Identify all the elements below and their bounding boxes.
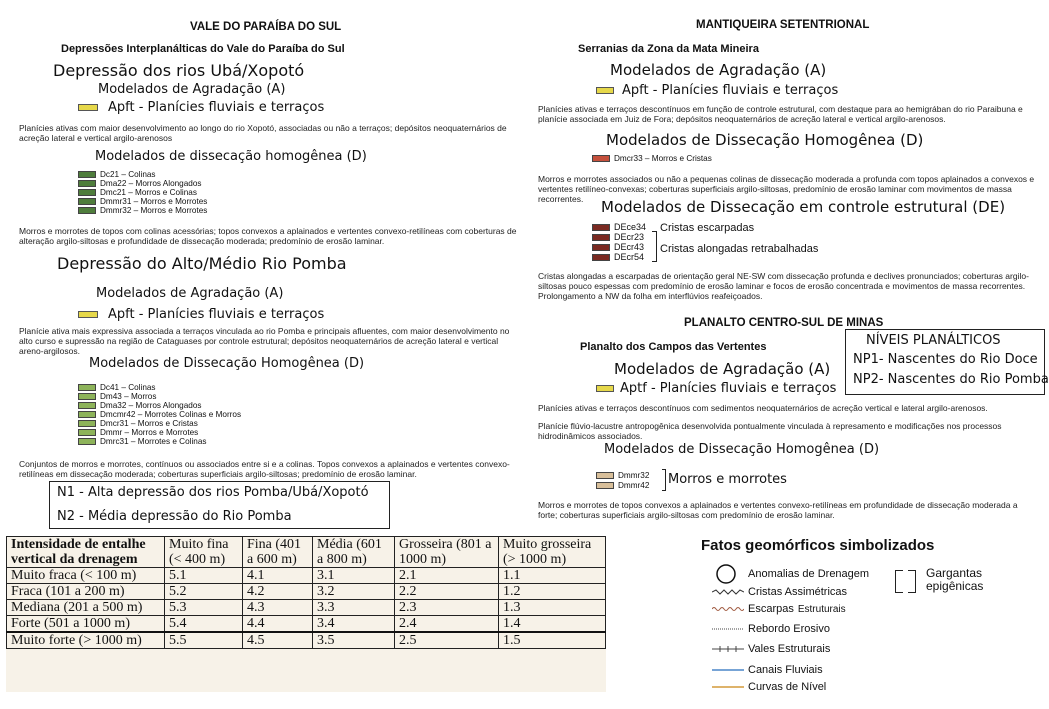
unit1-title: Depressão dos rios Ubá/Xopotó [53,61,305,80]
unit1-legend [78,170,207,215]
symbol-label: Curvas de Nível [748,681,827,693]
table-cell: 2.1 [395,568,499,584]
region-title-planalto: PLANALTO CENTRO-SUL DE MINAS [684,317,884,329]
unit1-apft-row [78,100,324,115]
gargantas-bracket-left [895,570,903,593]
dark-green-swatch [78,180,96,187]
red-swatch [592,155,610,162]
table-row [7,600,606,616]
legend-item: Dc41 – Colinas [100,383,156,392]
legend-item: Dm43 – Morros [100,392,157,401]
right-aptf-label: Aptf - Planícies fluviais e terraços [620,381,837,396]
circle-icon [712,564,740,584]
unit2-dissecacao: Modelados de Dissecação Homogênea (D) [89,356,365,371]
orange-line-icon [712,685,744,689]
table-cell: 5.2 [165,584,243,600]
yellow-swatch [78,311,98,318]
right-aptf-desc2: Planície flúvio-lacustre antropogênica desenvolvida pontualmente vinculada à represamento e modificações nos processos hidrodinâmicos associados. [538,421,1002,441]
table-cell: 2.3 [395,600,499,616]
table-cell: Mediana (201 a 500 m) [7,600,165,616]
right-apft-row [596,83,838,98]
right-aptf-desc1: Planícies ativas e terraços descontínuos com sedimentos neoquaternários de acreção vertical e lateral argilo-arenosos. [538,403,988,413]
gargantas-bracket-right [908,570,916,593]
table-header-row [7,537,606,568]
symbol-escarpas [712,603,846,615]
unit1-agradacao: Modelados de Agradação (A) [98,82,286,97]
table-cell: Fraca (101 a 200 m) [7,584,165,600]
table-cell: 1.4 [499,616,606,633]
dmmr-bracket [662,469,666,491]
legend-item: Dma32 – Morros Alongados [100,401,202,410]
niveis-np2: NP2- Nascentes do Rio Pomba [853,372,1049,387]
legend-item: Dmcr31 – Morros e Cristas [100,419,198,428]
table-header-cell: Fina (401 a 600 m) [243,537,313,568]
right-estrutural: Modelados de Dissecação em controle estrutural (DE) [601,198,1006,216]
morros-morrotes-label: Morros e morrotes [668,472,787,487]
symbol-vales [712,643,830,655]
unit1-desc: Morros e morrotes de topos com colinas acessórias; topos convexos a aplainados e vertentes convexo-retilíneas com coberturas de alteração argilo-siltosas e profundidade de dissecação moderada; predomínio de erosão laminar. [19,226,517,246]
table-cell: 2.4 [395,616,499,633]
unit2-desc: Conjuntos de morros e morrotes, contínuos ou associados entre si e a colinas. Topos convexos a aplainados e vertentes convexo-retilíneas em dissecação moderada; coberturas superficiais argilo-siltosas; predomínio de erosão laminar. [19,459,510,479]
cross-line-icon [712,645,744,653]
table-cell: 4.1 [243,568,313,584]
light-green-swatch [78,438,96,445]
subtitle-campos: Planalto dos Campos das Vertentes [580,341,767,353]
table-cell: Forte (501 a 1000 m) [7,616,165,633]
right-agradacao: Modelados de Agradação (A) [610,61,827,79]
table-header-cell: Intensidade de entalhe vertical da drenagem [7,537,165,568]
niveis-np1: NP1- Nascentes do Rio Doce [853,352,1038,367]
table-cell: 5.3 [165,600,243,616]
table-cell: 1.3 [499,600,606,616]
dark-green-swatch [78,207,96,214]
dark-red-swatch [592,254,610,261]
right-dmcr-row [592,154,712,163]
blue-line-icon [712,668,744,672]
table-cell: 5.5 [165,632,243,649]
niveis-box [845,329,1049,395]
unit1-apft-label: Apft - Planícies fluviais e terraços [108,100,325,115]
right-agradacao2: Modelados de Agradação (A) [614,360,831,378]
level-n2: N2 - Média depressão do Rio Pomba [57,509,292,524]
table-cell: 3.5 [313,632,395,649]
legend-item: Dc21 – Colinas [100,170,156,179]
right-final-desc: Morros e morrotes de topos convexos a aplainados e vertentes convexo-retilíneas em profundidade de dissecação moderada a forte; coberturas superficiais argilo-siltosas com predomínio de erosão laminar. [538,500,1018,520]
table-header-cell: Muito fina (< 400 m) [165,537,243,568]
cristas-alongadas: Cristas alongadas retrabalhadas [660,243,819,255]
dark-red-swatch [592,244,610,251]
table-row [7,632,606,649]
table-cell: Muito fraca (< 100 m) [7,568,165,584]
levels-box [49,481,390,529]
light-green-swatch [78,420,96,427]
dark-red-swatch [592,224,610,231]
legend-item: Dmcmr42 – Morrotes Colinas e Morros [100,410,242,419]
de-code: DEcr43 [614,242,645,252]
table-cell: 2.2 [395,584,499,600]
dark-green-swatch [78,198,96,205]
level-n1: N1 - Alta depressão dos rios Pomba/Ubá/Xopotó [57,485,369,500]
unit2-apft-label: Apft - Planícies fluviais e terraços [108,307,325,322]
table-header-cell: Grosseira (801 a 1000 m) [395,537,499,568]
symbols-title: Fatos geomórficos simbolizados [701,537,935,554]
symbol-label-sub: Estruturais [797,603,846,615]
de-code: DEcr23 [614,232,645,242]
subtitle-serranias: Serranias da Zona da Mata Mineira [578,43,759,55]
legend-item: Dmmr32 – Morros e Morrotes [100,206,208,215]
region-title-vale: VALE DO PARAÍBA DO SUL [190,21,342,33]
gargantas-label: Gargantas epigênicas [926,566,984,593]
legend-item: Dma22 – Morros Alongados [100,179,202,188]
symbol-label: Vales Estruturais [748,643,831,655]
symbol-cristas [712,586,847,598]
yellow-swatch [596,87,614,94]
table-cell: 2.5 [395,632,499,649]
unit2-legend [78,383,241,446]
dotted-line-icon [712,626,744,632]
table-cell: 1.2 [499,584,606,600]
legend-item: Dmmr – Morros e Morrotes [100,428,199,437]
zigzag-line-icon [712,589,744,595]
right-apft-label: Apft - Planícies fluviais e terraços [622,83,839,98]
region-title-mantiqueira: MANTIQUEIRA SETENTRIONAL [696,19,870,31]
table-cell: 3.3 [313,600,395,616]
table-cell: Muito forte (> 1000 m) [7,632,165,649]
table-cell: 4.2 [243,584,313,600]
right-aptf-row [596,381,836,396]
subtitle-depressoes: Depressões Interplanálticas do Vale do Paraíba do Sul [61,43,345,55]
unit2-agradacao: Modelados de Agradação (A) [96,286,284,301]
symbol-label: Rebordo Erosivo [748,623,830,635]
table-cell: 4.5 [243,632,313,649]
right-dissecacao2: Modelados de Dissecação Homogênea (D) [604,442,880,457]
table-header-cell: Média (601 a 800 m) [313,537,395,568]
table-row [7,616,606,633]
table-cell: 1.5 [499,632,606,649]
de-code: DEce34 [614,222,647,232]
table-cell: 3.1 [313,568,395,584]
unit2-apft-desc: Planície ativa mais expressiva associada a terraços vinculada ao rio Pomba e principais afluentes, com maior desenvolvimento no alto curso e supressão na região de Cataguases por controle estrutural; depósitos neoquaternários de acreção lateral e vertical areno-argilosos. [19,326,510,356]
dark-green-swatch [78,189,96,196]
unit2-title: Depressão do Alto/Médio Rio Pomba [57,254,347,273]
symbol-label: Cristas Assimétricas [748,586,848,598]
unit1-dissecacao: Modelados de dissecação homogênea (D) [95,149,367,164]
table-cell: 5.1 [165,568,243,584]
de-code: DEcr54 [614,252,645,262]
symbol-label: Escarpas [748,603,794,615]
dark-green-swatch [78,171,96,178]
table-cell: 3.4 [313,616,395,633]
dmmr-legend [596,470,649,490]
symbol-rebordo [712,623,830,635]
symbol-label: Anomalias de Drenagem [748,568,870,580]
legend-item: Dmc21 – Morros e Colinas [100,188,197,197]
table-cell: 5.4 [165,616,243,633]
light-green-swatch [78,384,96,391]
right-estrutural-desc: Cristas alongadas a escarpadas de orientação geral NE-SW com dissecação profunda e declives pronunciados; coberturas argilo-siltosas pouco espessas com predomínio de erosão laminar e focos de erosão concentrada e movimentos de massa recorrentes. Prolongamento a NW da folha em interflúvios reafeiçoados. [538,271,1029,301]
yellow-swatch [596,385,614,392]
right-dissecacao: Modelados de Dissecação Homogênea (D) [606,131,924,149]
dmmr-code: Dmmr42 [618,480,650,490]
niveis-title: NÍVEIS PLANÁLTICOS [866,333,1001,348]
table-cell: 4.3 [243,600,313,616]
wavy-line-icon [712,606,744,612]
table-row [7,568,606,584]
dark-red-swatch [592,234,610,241]
right-dissec-desc: Morros e morrotes associados ou não a pequenas colinas de dissecação moderada a profunda com topos aplainados a convexos e vertentes retilíneo-convexas; coberturas superficiais argilo-siltosas, predomínio de erosão laminar com movimentos de massa recorrentes. [538,174,1035,204]
morph-table-wrap [6,536,606,692]
right-apft-desc: Planícies ativas e terraços descontínuos em função de controle estrutural, com destaque para ao hemigrában do rio Paraibuna e planície associada em Juiz de Fora; depósitos neoquaternários de acreção lateral e vertical argilo-arenosos. [538,104,1023,124]
table-cell: 4.4 [243,616,313,633]
light-green-swatch [78,429,96,436]
de-legend [592,222,646,262]
legend-item: Dmrc31 – Morrotes e Colinas [100,437,207,446]
dmmr-code: Dmmr32 [618,470,650,480]
symbol-canais [712,664,823,676]
dmcr-label: Dmcr33 – Morros e Cristas [614,154,712,163]
tan-swatch [596,472,614,479]
light-green-swatch [78,411,96,418]
table-header-cell: Muito grosseira (> 1000 m) [499,537,606,568]
symbol-anomalias [712,564,869,584]
unit1-apft-desc: Planícies ativas com maior desenvolvimento ao longo do rio Xopotó, associadas ou não a terraços; depósitos neoquaternários de acreção lateral e vertical argilo-arenosos [19,123,507,143]
table-cell: 1.1 [499,568,606,584]
table-row [7,584,606,600]
symbol-curvas [712,681,826,693]
unit2-apft-row [78,307,324,322]
light-green-swatch [78,393,96,400]
symbol-label: Canais Fluviais [748,664,823,676]
legend-item: Dmmr31 – Morros e Morrotes [100,197,208,206]
de-bracket [652,231,657,262]
yellow-swatch [78,104,98,111]
cristas-escarpadas: Cristas escarpadas [660,222,755,234]
tan-swatch [596,482,614,489]
table-cell: 3.2 [313,584,395,600]
light-green-swatch [78,402,96,409]
morph-table [6,536,606,649]
